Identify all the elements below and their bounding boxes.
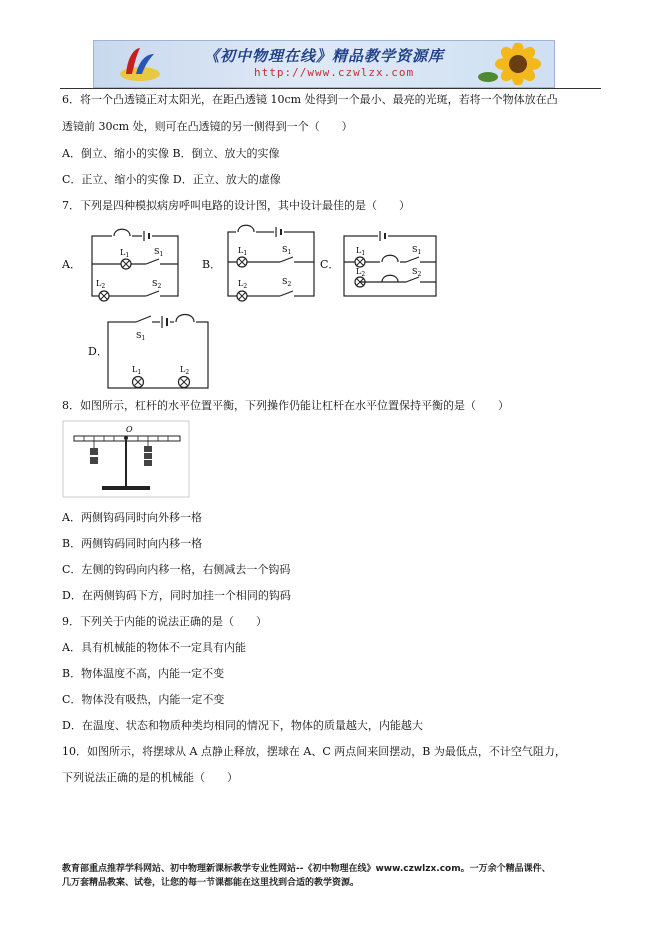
sunflower-icon (478, 43, 548, 85)
lamp-l2 (96, 279, 109, 301)
q6-options-cd: C．正立、缩小的实像 D．正立、放大的虚像 (62, 173, 281, 186)
q9-option-d: D．在温度、状态和物质种类均相同的情况下，物体的质量越大，内能越大 (62, 719, 423, 732)
q7-label-b: B． (202, 258, 222, 271)
q8-option-d: D．在两侧钩码下方，同时加挂一个相同的钩码 (62, 589, 291, 602)
footer-line1: 教育部重点推荐学科网站、初中物理新课标教学专业性网站--《初中物理在线》www.czwlzx.com。一万余个精品课件、 (62, 864, 551, 874)
q8-option-c: C．左侧的钩码向内移一格，右侧减去一个钩码 (62, 563, 291, 576)
q8-option-b: B．两侧钩码同时向内移一格 (62, 537, 203, 550)
q8-option-a: A．两侧钩码同时向外移一格 (62, 511, 202, 524)
svg-text:L2: $L_2$ (356, 267, 366, 278)
lamp-l2 (355, 267, 365, 287)
switch-s2 (146, 279, 161, 300)
switch-s2 (406, 267, 421, 286)
lamp-l2 (237, 279, 247, 301)
q7-stem: 7．下列是四种模拟病房呼叫电路的设计图，其中设计最佳的是（ ） (62, 199, 410, 212)
q6-stem-line2: 透镜前 30cm 处，则可在凸透镜的另一侧得到一个（ ） (62, 120, 353, 133)
banner-title: 《初中物理在线》精品教学资源库 (204, 47, 445, 65)
lever-diagram (62, 420, 190, 498)
q9-stem: 9．下列关于内能的说法正确的是（ ） (62, 615, 267, 628)
battery-icon (378, 230, 388, 242)
circuit-diagram-a (86, 224, 182, 302)
q10-stem-line2: 下列说法正确的是的机械能（ ） (62, 771, 238, 784)
svg-text:S1: $S_1$ (412, 245, 422, 256)
q6-stem-line1: 6．将一个凸透镜正对太阳光，在距凸透镜 10cm 处得到一个最小、最亮的光斑，若将一个物体放在凸 (62, 93, 558, 106)
footer-line2: 几万套精品教案、试卷，让您的每一节课都能在这里找到合适的教学资源。 (62, 878, 360, 888)
q8-stem: 8．如图所示，杠杆的水平位置平衡，下列操作仍能让杠杆在水平位置保持平衡的是（ ） (62, 399, 509, 412)
q9-option-a: A．具有机械能的物体不一定具有内能 (62, 641, 246, 654)
svg-text:S1: $S_1$ (282, 245, 292, 256)
svg-text:L1: $L_1$ (238, 246, 248, 257)
svg-text:L2: $L_2$ (238, 279, 248, 290)
q7-label-d: D． (88, 345, 108, 358)
logo-icon (118, 44, 162, 84)
switch-s1 (406, 245, 421, 266)
svg-text:L2: $L_2$ (180, 365, 190, 376)
circuit-diagram-d (102, 306, 214, 396)
svg-text:S2: $S_2$ (282, 277, 292, 288)
battery-icon (160, 316, 170, 328)
header-rule (60, 88, 601, 89)
q9-option-c: C．物体没有吸热，内能一定不变 (62, 693, 225, 706)
svg-text:S2: $S_2$ (412, 267, 422, 278)
q10-stem-line1: 10．如图所示，将摆球从 A 点静止释放，摆球在 A、C 两点间来回摆动，B 为最低点，不计空气阻力， (62, 745, 566, 758)
battery-icon (142, 230, 152, 242)
lamp-l2 (179, 365, 190, 388)
q7-label-c: C． (320, 258, 340, 271)
switch-s2 (280, 277, 294, 300)
lamp-l1 (355, 246, 365, 267)
lamp-l1 (120, 248, 131, 269)
header-banner (93, 40, 555, 88)
lamp-l1 (132, 365, 144, 388)
svg-text:S2: $S_2$ (152, 279, 162, 290)
switch-s1 (136, 316, 152, 342)
pivot-label-o: O (126, 425, 133, 434)
q9-option-b: B．物体温度不高，内能一定不变 (62, 667, 225, 680)
banner-url: http://www.czwlzx.com (254, 66, 415, 79)
svg-text:S1: $S_1$ (136, 331, 146, 342)
lamp-l1 (237, 246, 247, 267)
circuit-diagram-b (222, 220, 318, 302)
q6-options-ab: A．倒立、缩小的实像 B．倒立、放大的实像 (62, 147, 280, 160)
svg-text:L1: $L_1$ (356, 246, 366, 257)
svg-text:L2: $L_2$ (96, 279, 106, 290)
q7-label-a: A． (62, 258, 81, 271)
svg-text:S1: $S_1$ (154, 247, 164, 258)
battery-icon (274, 226, 284, 238)
switch-s1 (146, 247, 163, 268)
svg-text:L1: $L_1$ (120, 248, 130, 259)
page-footer (62, 862, 602, 890)
svg-text:L1: $L_1$ (132, 365, 142, 376)
circuit-diagram-c (338, 222, 442, 302)
switch-s1 (280, 245, 294, 266)
